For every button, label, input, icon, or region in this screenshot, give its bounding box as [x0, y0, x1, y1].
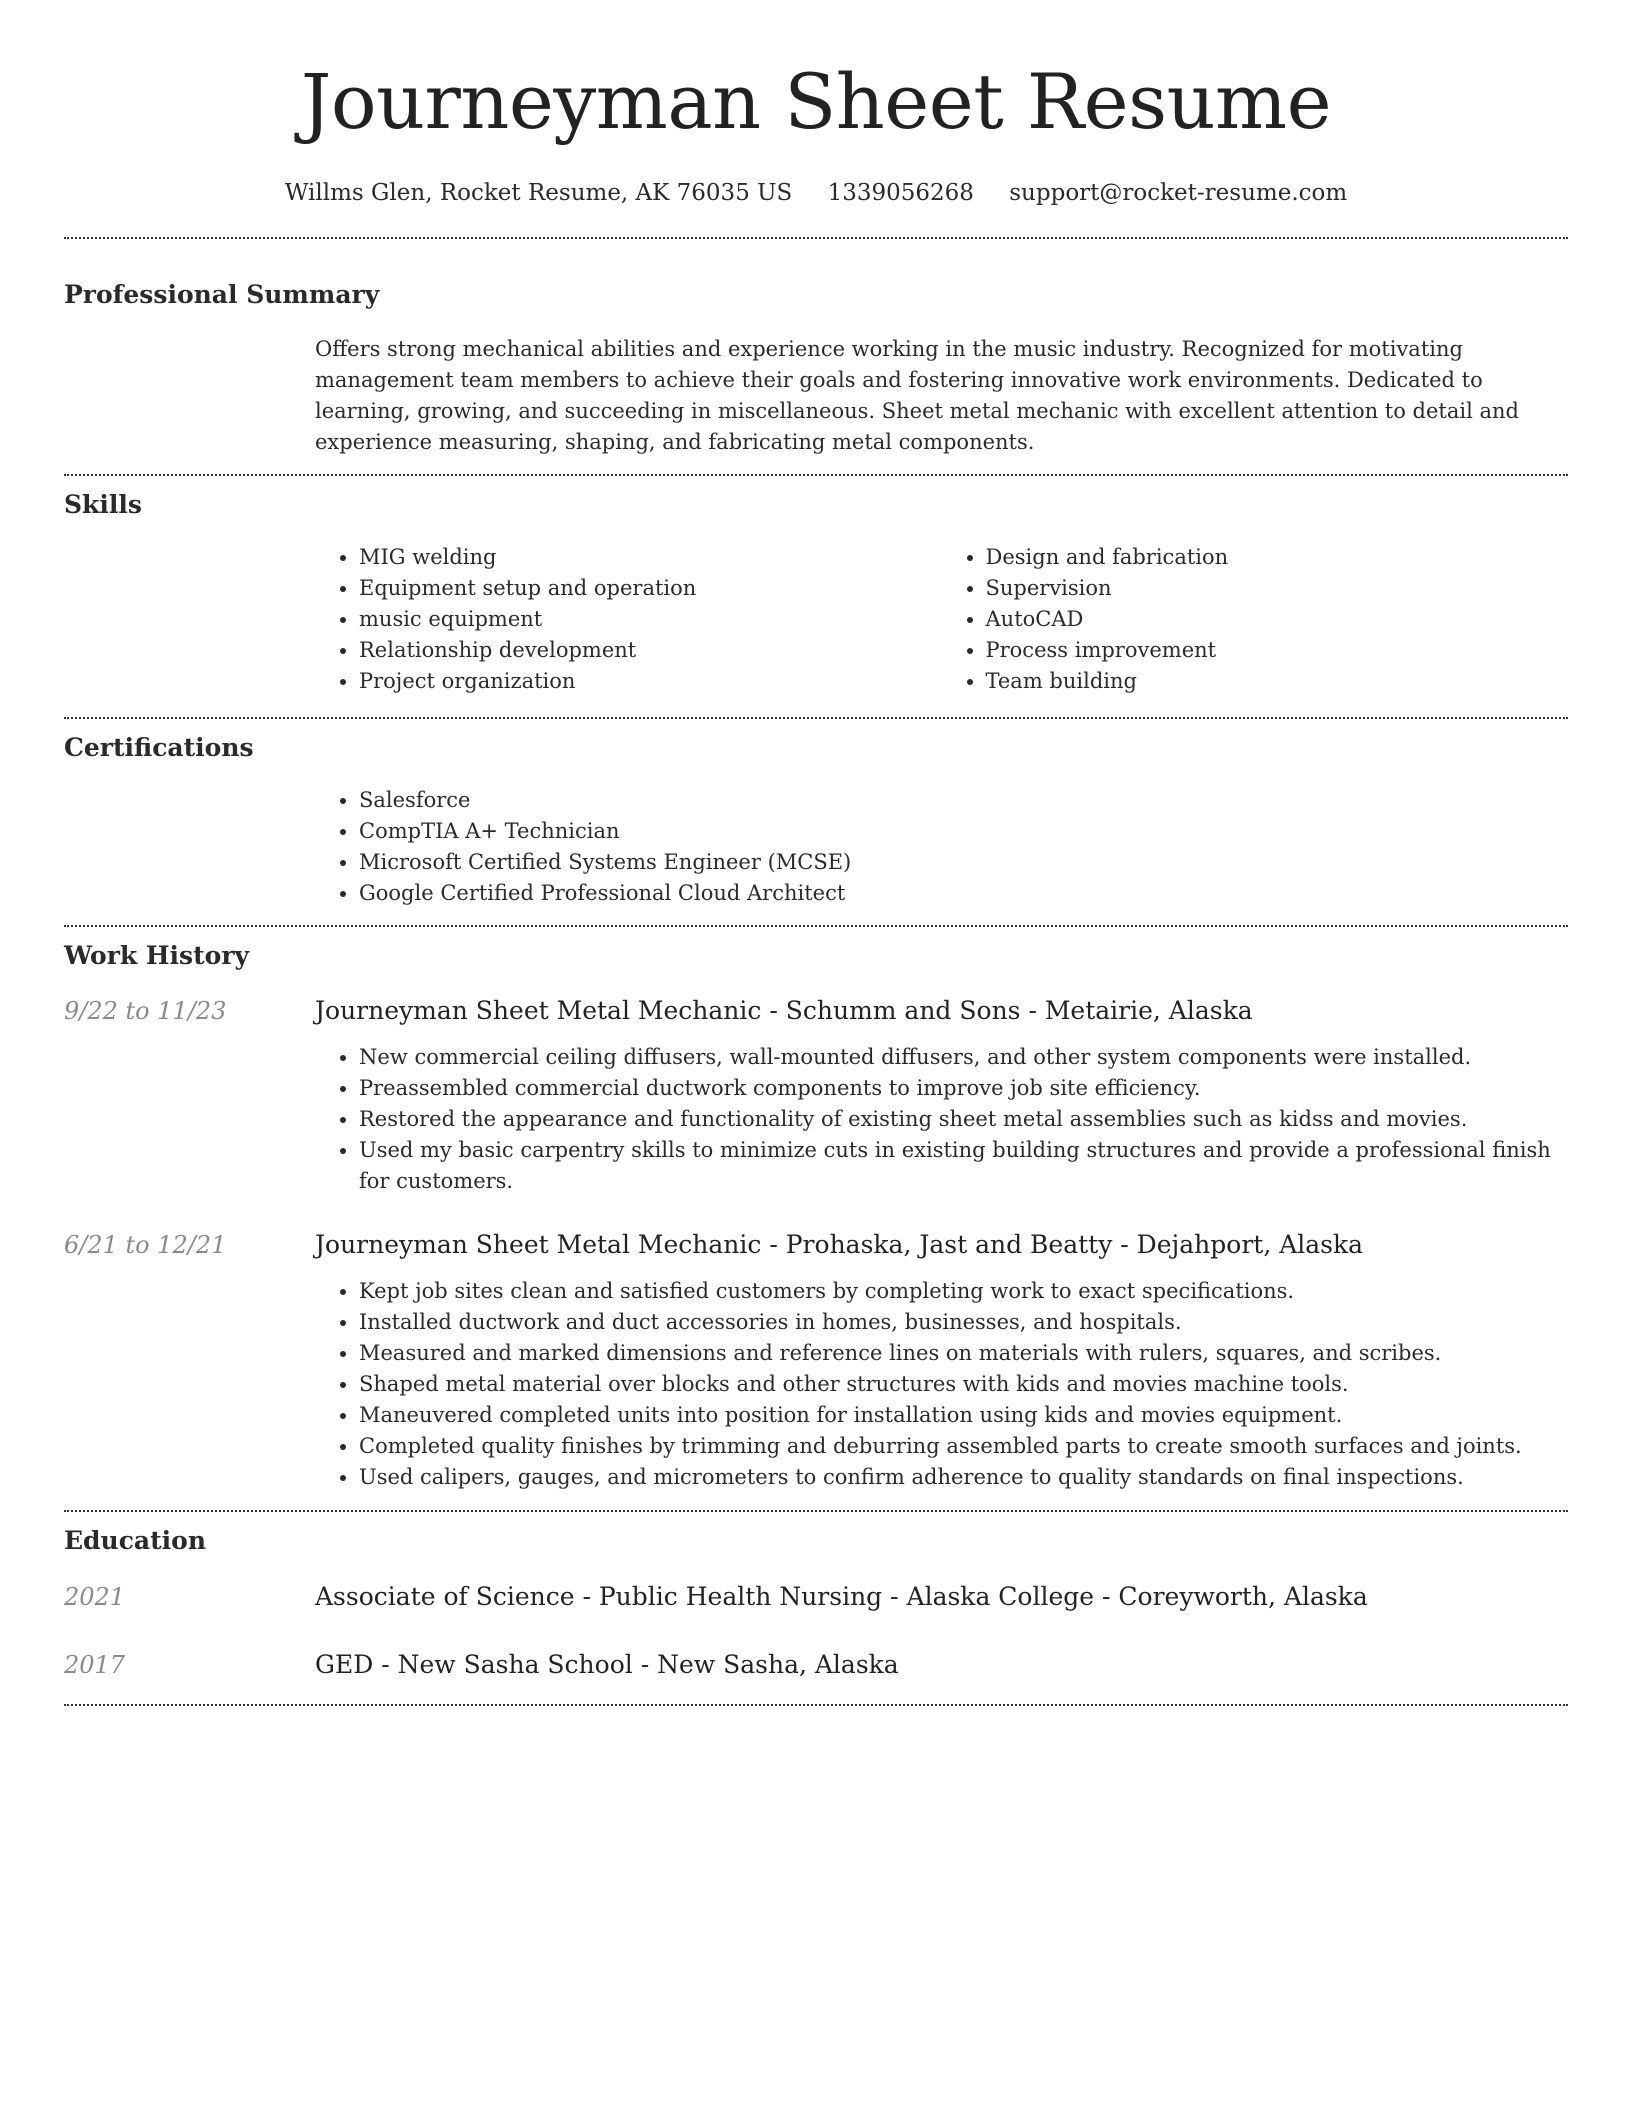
skill-item: • Design and fabrication	[986, 542, 1569, 573]
job-entry	[64, 1229, 1568, 1493]
work-history-title: Work History	[64, 941, 250, 970]
section-divider	[64, 925, 1568, 927]
job-bullet: • Preassembled commercial ductwork components to improve job site efficiency.	[359, 1073, 1568, 1104]
summary-section	[64, 279, 1568, 458]
certification-item: • Google Certified Professional Cloud Architect	[359, 878, 1568, 909]
contact-address: Willms Glen, Rocket Resume, AK 76035 US	[284, 180, 793, 206]
contact-phone: 1339056268	[827, 180, 974, 206]
certifications-title: Certifications	[64, 733, 254, 762]
skill-item: • Supervision	[986, 573, 1569, 604]
education-title: Education	[64, 1526, 207, 1555]
certifications-section	[64, 732, 1568, 909]
skill-item: • music equipment	[359, 604, 942, 635]
skill-item: • Equipment setup and operation	[359, 573, 942, 604]
job-bullet: • Shaped metal material over blocks and other structures with kids and movies machine tools.	[359, 1369, 1568, 1400]
job-bullets	[315, 1276, 1568, 1493]
job-bullet: • New commercial ceiling diffusers, wall-mounted diffusers, and other system components were installed.	[359, 1042, 1568, 1073]
education-title-line: Associate of Science - Public Health Nursing - Alaska College - Coreyworth, Alaska	[315, 1582, 1368, 1611]
section-divider	[64, 1704, 1568, 1706]
job-bullet: • Kept job sites clean and satisfied customers by completing work to exact specifications.	[359, 1276, 1568, 1307]
education-date: 2017	[64, 1651, 126, 1679]
job-bullet: • Measured and marked dimensions and reference lines on materials with rulers, squares, and scribes.	[359, 1338, 1568, 1369]
skills-section	[64, 489, 1568, 697]
section-divider	[64, 237, 1568, 239]
skill-item: • MIG welding	[359, 542, 942, 573]
education-section	[64, 1525, 1568, 1681]
skills-column-left	[315, 542, 942, 697]
skills-title: Skills	[64, 490, 142, 519]
contact-line	[64, 178, 1568, 208]
certification-item: • Salesforce	[359, 785, 1568, 816]
section-divider	[64, 717, 1568, 719]
contact-email[interactable]: support@rocket-resume.com	[1009, 180, 1348, 206]
skill-item: • Process improvement	[986, 635, 1569, 666]
job-title: Journeyman Sheet Metal Mechanic - Schumm and Sons - Metairie, Alaska	[315, 996, 1253, 1025]
education-entry	[64, 1649, 1568, 1681]
job-bullet: • Maneuvered completed units into position for installation using kids and movies equipment.	[359, 1400, 1568, 1431]
education-entry	[64, 1581, 1568, 1613]
job-bullets	[315, 1042, 1568, 1197]
skills-column-right	[942, 542, 1569, 697]
job-date: 6/21 to 12/21	[64, 1231, 227, 1259]
summary-text: Offers strong mechanical abilities and experience working in the music industry. Recognized for motivating management team members to achieve their goals and fostering innovative work environments. Dedicated to learning, growing, and succeeding in miscellaneous. Sheet metal mechanic with excellent attention to detail and experience measuring, shaping, and fabricating metal components.	[315, 337, 1519, 454]
job-bullet: • Restored the appearance and functionality of existing sheet metal assemblies such as kidss and movies.	[359, 1104, 1568, 1135]
job-bullet: • Used my basic carpentry skills to minimize cuts in existing building structures and provide a professional finish for customers.	[359, 1135, 1568, 1197]
job-bullet: • Used calipers, gauges, and micrometers to confirm adherence to quality standards on final inspections.	[359, 1462, 1568, 1493]
section-divider	[64, 474, 1568, 476]
job-date: 9/22 to 11/23	[64, 997, 227, 1025]
certification-item: • CompTIA A+ Technician	[359, 816, 1568, 847]
candidate-name: Journeyman Sheet Resume	[300, 57, 1332, 146]
summary-title: Professional Summary	[64, 280, 380, 309]
job-bullet: • Completed quality finishes by trimming and deburring assembled parts to create smooth surfaces and joints.	[359, 1431, 1568, 1462]
work-history-section	[64, 940, 1568, 1493]
certifications-list	[315, 785, 1568, 909]
skill-item: • AutoCAD	[986, 604, 1569, 635]
skills-list	[315, 542, 1568, 697]
education-date: 2021	[64, 1583, 126, 1611]
skill-item: • Project organization	[359, 666, 942, 697]
job-bullet: • Installed ductwork and duct accessories in homes, businesses, and hospitals.	[359, 1307, 1568, 1338]
education-title-line: GED - New Sasha School - New Sasha, Alaska	[315, 1650, 899, 1679]
job-entry	[64, 995, 1568, 1197]
job-title: Journeyman Sheet Metal Mechanic - Prohaska, Jast and Beatty - Dejahport, Alaska	[315, 1230, 1364, 1259]
skill-item: • Team building	[986, 666, 1569, 697]
certification-item: • Microsoft Certified Systems Engineer (MCSE)	[359, 847, 1568, 878]
section-divider	[64, 1510, 1568, 1512]
skill-item: • Relationship development	[359, 635, 942, 666]
